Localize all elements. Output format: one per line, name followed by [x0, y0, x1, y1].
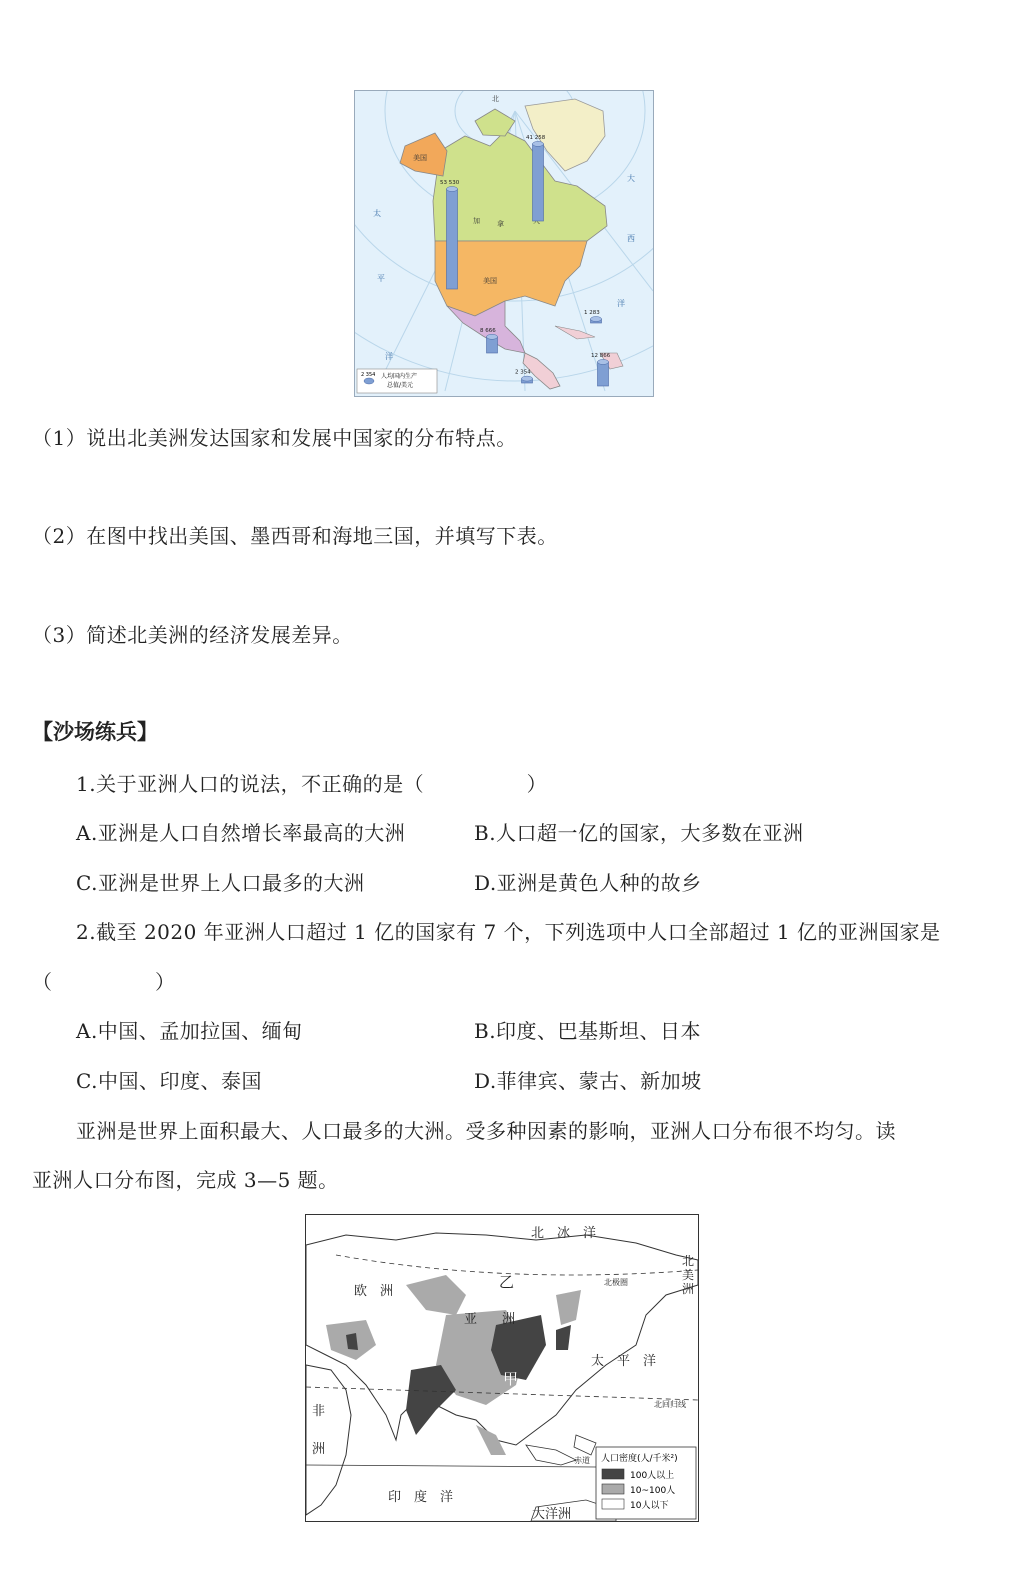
arctic-circle-label: 北极圈	[604, 1278, 628, 1287]
section-title: 【沙场练兵】	[32, 719, 158, 744]
legend-title: 人口密度(人/千米²)	[601, 1454, 678, 1464]
arctic-ocean-label: 北 冰 洋	[531, 1226, 597, 1241]
mcq1-option-b: B.人口超一亿的国家，大多数在亚洲	[474, 821, 804, 845]
indian-ocean-label: 印 度 洋	[388, 1490, 454, 1505]
na-label-1: 北	[682, 1254, 695, 1268]
legend-value: 2 354	[361, 372, 376, 378]
equator-label: 赤道	[574, 1456, 590, 1465]
gdp-bar-top	[447, 187, 458, 192]
legend-item-label: 100人以上	[630, 1471, 675, 1481]
legend-item-label: 10~100人	[630, 1486, 676, 1496]
mcq2-option-a: A.中国、孟加拉国、缅甸	[76, 1019, 303, 1043]
yi-label: 乙	[499, 1273, 515, 1291]
mcq1-option-a: A.亚洲是人口自然增长率最高的大洲	[76, 821, 406, 845]
mcq2-stem: 2.截至 2020 年亚洲人口超过 1 亿的国家有 7 个，下列选项中人口全部超过 1 亿的亚洲国家是	[76, 920, 941, 944]
atlantic-label-2: 西	[627, 234, 635, 243]
usa-label: 美国	[483, 277, 497, 285]
pacific-label-1: 太	[373, 209, 381, 218]
gdp-bar-label: 2 354	[515, 369, 531, 376]
gdp-bar-top	[591, 317, 602, 322]
tropic-label: 北回归线	[654, 1400, 686, 1409]
alaska-label: 美国	[413, 154, 427, 162]
oceania-label: 大洋洲	[532, 1507, 572, 1521]
north-america-map	[354, 90, 654, 397]
question-1: （1）说出北美洲发达国家和发展中国家的分布特点。	[32, 426, 517, 450]
pacific-ocean-label: 太 平 洋	[591, 1354, 657, 1369]
legend-swatch	[602, 1469, 624, 1479]
gdp-bar	[533, 144, 544, 221]
mcq1-option-c: C.亚洲是世界上人口最多的大洲	[76, 871, 365, 895]
islands-2	[574, 1435, 596, 1455]
legend-swatch	[602, 1484, 624, 1494]
asia-label-2: 洲	[502, 1312, 516, 1327]
gdp-bar	[598, 362, 609, 386]
mcq1-option-d: D.亚洲是黄色人种的故乡	[474, 871, 702, 895]
map1-legend	[357, 369, 437, 393]
gdp-bar-label: 41 258	[526, 134, 546, 141]
mcq2-option-c: C.中国、印度、泰国	[76, 1069, 262, 1093]
legend-item-label: 10人以下	[630, 1501, 669, 1511]
asia-map-svg	[306, 1215, 698, 1521]
na-label-2: 美	[682, 1268, 695, 1282]
europe-label: 欧 洲	[354, 1284, 394, 1299]
pacific-label-2: 平	[377, 274, 385, 283]
gdp-bar-top	[522, 376, 533, 381]
gdp-bar-label: 53 530	[440, 180, 460, 186]
pacific-label-3: 洋	[385, 352, 393, 361]
africa-label-1: 非	[312, 1404, 326, 1419]
asia-population-map	[305, 1214, 699, 1522]
atlantic-label-1: 大	[627, 174, 635, 183]
passage-line-1: 亚洲是世界上面积最大、人口最多的大洲。受多种因素的影响，亚洲人口分布很不均匀。读	[76, 1119, 896, 1143]
mcq2-option-b: B.印度、巴基斯坦、日本	[474, 1019, 702, 1043]
map2-legend	[596, 1447, 696, 1519]
gdp-bar-label: 12 866	[591, 352, 611, 359]
gdp-bar-label: 1 283	[584, 310, 600, 316]
gdp-bar-top	[487, 334, 498, 339]
question-2: （2）在图中找出美国、墨西哥和海地三国，并填写下表。	[32, 524, 558, 548]
legend-line2: 总值/美元	[387, 382, 414, 389]
na-label-3: 洲	[682, 1282, 695, 1296]
north-label: 北	[492, 95, 499, 103]
legend-bar-icon	[364, 378, 374, 384]
canada-label-1: 加	[473, 217, 480, 225]
equator-line	[306, 1465, 596, 1467]
question-3: （3）简述北美洲的经济发展差异。	[32, 623, 353, 647]
legend-swatch	[602, 1499, 624, 1509]
gdp-bar	[447, 189, 458, 289]
north-america-map-svg	[355, 91, 653, 396]
atlantic-label-3: 洋	[617, 299, 625, 308]
asia-label-1: 亚	[464, 1312, 478, 1327]
gdp-bar-top	[533, 141, 544, 146]
caribbean-islands-shape	[555, 326, 595, 339]
canada-label-2: 拿	[497, 220, 504, 228]
mcq2-option-d: D.菲律宾、蒙古、新加坡	[474, 1069, 702, 1093]
passage-line-2: 亚洲人口分布图，完成 3—5 题。	[32, 1168, 339, 1192]
arctic-islands-shape	[475, 109, 515, 136]
mcq2-paren: （ ）	[32, 970, 176, 994]
mcq1-stem: 1.关于亚洲人口的说法，不正确的是（ ）	[76, 772, 548, 796]
africa-label-2: 洲	[312, 1442, 326, 1457]
jia-label: 甲	[503, 1370, 519, 1388]
legend-line1: 人均国内生产	[381, 373, 418, 380]
islands-1	[526, 1445, 576, 1465]
gdp-bar-top	[598, 359, 609, 364]
gdp-bar-label: 8 666	[480, 327, 496, 334]
density-legend-items	[602, 1469, 675, 1511]
